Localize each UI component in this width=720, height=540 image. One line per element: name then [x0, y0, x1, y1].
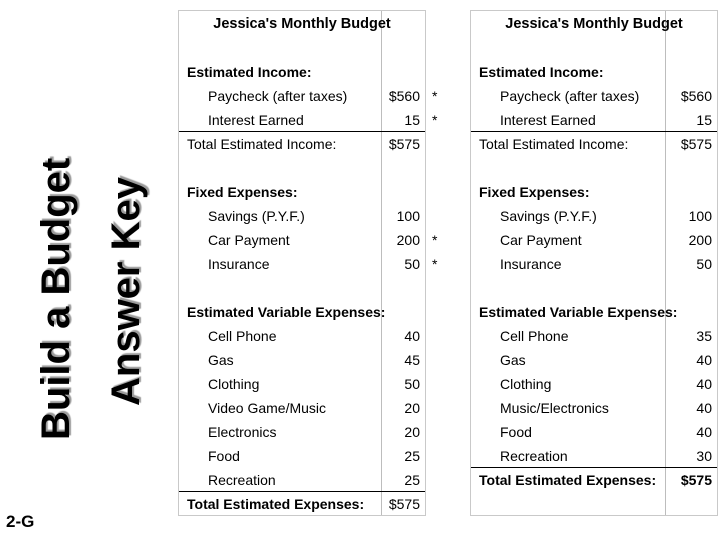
- variable-expense-value: 40: [696, 352, 712, 368]
- variable-expense-value: 40: [696, 376, 712, 392]
- income-row: [471, 84, 717, 108]
- variable-expense-row: [471, 348, 717, 372]
- income-row: [179, 108, 425, 132]
- section-heading-fixed: Fixed Expenses:: [479, 184, 590, 200]
- asterisk-marker: *: [432, 88, 438, 104]
- asterisk-marker: *: [432, 232, 438, 248]
- left-title-row: [179, 12, 425, 36]
- total-income-value: $575: [680, 136, 712, 152]
- section-heading-variable: Estimated Variable Expenses:: [187, 304, 386, 320]
- variable-expense-value: 25: [404, 448, 420, 464]
- left-expenses-total-row: [179, 492, 425, 516]
- fixed-expense-value: 50: [404, 256, 420, 272]
- right-income-heading-row: [471, 60, 717, 84]
- left-income-total-row: [179, 132, 425, 156]
- total-income-label: Total Estimated Income:: [187, 136, 337, 152]
- variable-expense-value: 35: [696, 328, 712, 344]
- fixed-expense-label: Insurance: [208, 256, 270, 272]
- variable-expense-row: [471, 324, 717, 348]
- fixed-expense-value: 50: [696, 256, 712, 272]
- fixed-expense-label: Savings (P.Y.F.): [208, 208, 305, 224]
- fixed-expense-value: 200: [688, 232, 712, 248]
- income-value: 15: [696, 112, 712, 128]
- fixed-expense-row: [179, 228, 425, 252]
- budget-title: Jessica's Monthly Budget: [505, 16, 683, 32]
- income-label: Paycheck (after taxes): [500, 88, 640, 104]
- income-label: Interest Earned: [208, 112, 304, 128]
- variable-expense-label: Music/Electronics: [500, 400, 609, 416]
- fixed-expense-label: Insurance: [500, 256, 562, 272]
- variable-expense-label: Clothing: [208, 376, 260, 392]
- section-heading-fixed: Fixed Expenses:: [187, 184, 298, 200]
- variable-expense-value: 25: [404, 472, 420, 488]
- income-label: Paycheck (after taxes): [208, 88, 348, 104]
- variable-expense-row: [179, 348, 425, 372]
- right-variable-heading-row: [471, 300, 717, 324]
- variable-expense-row: [179, 324, 425, 348]
- fixed-expense-row: [179, 204, 425, 228]
- variable-expense-row: [471, 444, 717, 468]
- side-title-line1: Build a Budget: [34, 157, 78, 440]
- total-expenses-label: Total Estimated Expenses:: [479, 472, 657, 488]
- asterisk-marker: *: [432, 256, 438, 272]
- variable-expense-value: 40: [696, 424, 712, 440]
- budget-title: Jessica's Monthly Budget: [213, 16, 391, 32]
- page-code: 2-G: [6, 512, 35, 531]
- income-value: 15: [404, 112, 420, 128]
- section-heading-income: Estimated Income:: [187, 64, 312, 80]
- asterisk-marker: *: [432, 112, 438, 128]
- variable-expense-row: [471, 396, 717, 420]
- fixed-expense-row: [471, 204, 717, 228]
- variable-expense-label: Recreation: [500, 448, 568, 464]
- variable-expense-label: Recreation: [208, 472, 276, 488]
- total-income-label: Total Estimated Income:: [479, 136, 629, 152]
- variable-expense-row: [179, 420, 425, 444]
- variable-expense-value: 50: [404, 376, 420, 392]
- variable-expense-label: Video Game/Music: [208, 400, 327, 416]
- fixed-expense-row: [471, 252, 717, 276]
- total-expenses-label: Total Estimated Expenses:: [187, 496, 365, 512]
- variable-expense-row: [179, 468, 425, 492]
- variable-expense-label: Electronics: [208, 424, 277, 440]
- variable-expense-value: 40: [404, 328, 420, 344]
- total-income-value: $575: [388, 136, 420, 152]
- variable-expense-label: Gas: [500, 352, 526, 368]
- side-title-line2: Answer Key: [104, 177, 148, 406]
- variable-expense-label: Cell Phone: [208, 328, 277, 344]
- variable-expense-row: [471, 372, 717, 396]
- variable-expense-value: 40: [696, 400, 712, 416]
- right-income-total-row: [471, 132, 717, 156]
- variable-expense-label: Gas: [208, 352, 234, 368]
- total-expenses-value: $575: [388, 496, 420, 512]
- variable-expense-value: 20: [404, 400, 420, 416]
- right-fixed-heading-row: [471, 180, 717, 204]
- left-variable-heading-row: [179, 300, 425, 324]
- budget-sheet-right: [470, 10, 718, 516]
- left-fixed-heading-row: [179, 180, 425, 204]
- variable-expense-value: 45: [404, 352, 420, 368]
- fixed-expense-row: [471, 228, 717, 252]
- variable-expense-value: 20: [404, 424, 420, 440]
- income-label: Interest Earned: [500, 112, 596, 128]
- variable-expense-value: 30: [696, 448, 712, 464]
- fixed-expense-label: Savings (P.Y.F.): [500, 208, 597, 224]
- right-title-row: [471, 12, 717, 36]
- fixed-expense-label: Car Payment: [208, 232, 290, 248]
- income-row: [179, 84, 425, 108]
- variable-expense-label: Clothing: [500, 376, 552, 392]
- section-heading-income: Estimated Income:: [479, 64, 604, 80]
- variable-expense-row: [179, 372, 425, 396]
- section-heading-variable: Estimated Variable Expenses:: [479, 304, 678, 320]
- left-income-heading-row: [179, 60, 425, 84]
- variable-expense-row: [471, 420, 717, 444]
- fixed-expense-value: 100: [688, 208, 712, 224]
- income-value: $560: [680, 88, 712, 104]
- variable-expense-label: Cell Phone: [500, 328, 569, 344]
- variable-expense-row: [179, 444, 425, 468]
- fixed-expense-row: [179, 252, 425, 276]
- fixed-expense-value: 100: [396, 208, 420, 224]
- fixed-expense-value: 200: [396, 232, 420, 248]
- income-row: [471, 108, 717, 132]
- variable-expense-label: Food: [500, 424, 532, 440]
- budget-sheet-left: [178, 10, 426, 516]
- right-expenses-total-row: [471, 468, 717, 492]
- variable-expense-label: Food: [208, 448, 240, 464]
- income-value: $560: [388, 88, 420, 104]
- total-expenses-value: $575: [680, 472, 712, 488]
- fixed-expense-label: Car Payment: [500, 232, 582, 248]
- variable-expense-row: [179, 396, 425, 420]
